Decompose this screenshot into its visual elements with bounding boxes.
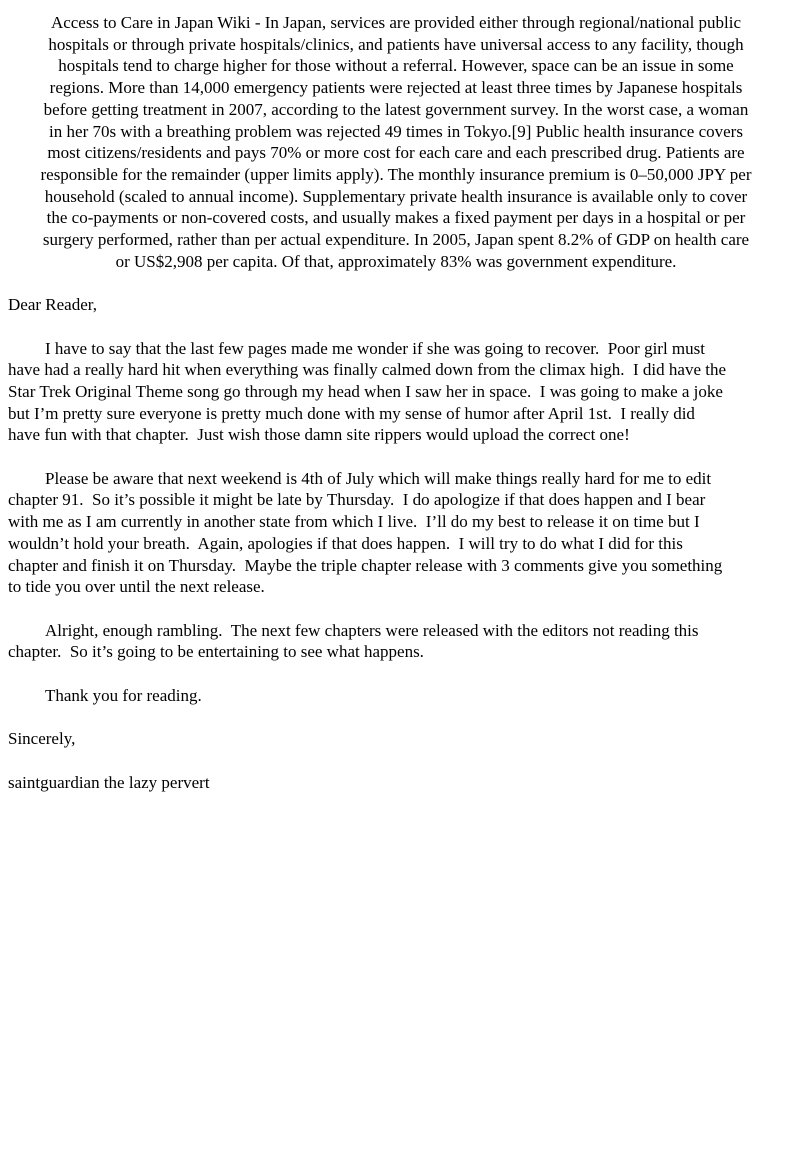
text-line: regions. More than 14,000 emergency patients were rejected at least three times by Japanese hospitals bbox=[49, 78, 743, 98]
text-line: with me as I am currently in another state from which I live. I’ll do my best to release it on time but I bbox=[8, 512, 700, 532]
letter-paragraph-2 bbox=[8, 468, 784, 598]
text-line: responsible for the remainder (upper limits apply). The monthly insurance premium is 0–50,000 JPY per bbox=[40, 164, 752, 184]
closing: Sincerely, bbox=[8, 729, 76, 749]
intro-paragraph bbox=[8, 12, 784, 272]
text-line: wouldn’t hold your breath. Again, apologies if that does happen. I will try to do what I did for this bbox=[8, 533, 683, 553]
text-line: Alright, enough rambling. The next few chapters were released with the editors not reading this bbox=[45, 620, 699, 640]
text-line: I have to say that the last few pages made me wonder if she was going to recover. Poor girl must bbox=[45, 338, 705, 358]
text-line: household (scaled to annual income). Supplementary private health insurance is available only to cover bbox=[44, 186, 748, 206]
text-line: hospitals tend to charge higher for those without a referral. However, space can be an issue in some bbox=[58, 56, 734, 76]
text-line: Star Trek Original Theme song go through my head when I saw her in space. I was going to make a joke bbox=[8, 381, 723, 401]
closing-block bbox=[8, 728, 784, 750]
text-line: chapter 91. So it’s possible it might be late by Thursday. I do apologize if that does happen and I bear bbox=[8, 490, 706, 510]
text-line: Access to Care in Japan Wiki - In Japan, services are provided either through regional/national public bbox=[50, 13, 742, 32]
salutation-block bbox=[8, 294, 784, 316]
text-line: before getting treatment in 2007, according to the latest government survey. In the worst case, a woman bbox=[43, 99, 749, 119]
text-line: have had a really hard hit when everything was finally calmed down from the climax high. I did have the bbox=[8, 360, 727, 380]
text-line: but I’m pretty sure everyone is pretty much done with my sense of humor after April 1st. I really did bbox=[8, 403, 695, 423]
letter-paragraph-1 bbox=[8, 338, 784, 447]
text-line: Thank you for reading. bbox=[45, 685, 202, 705]
text-line: surgery performed, rather than per actual expenditure. In 2005, Japan spent 8.2% of GDP on health care bbox=[42, 230, 750, 250]
letter-paragraph-3 bbox=[8, 620, 784, 663]
text-line: have fun with that chapter. Just wish those damn site rippers would upload the correct one! bbox=[8, 425, 630, 445]
text-line: to tide you over until the next release. bbox=[8, 577, 265, 597]
signature: saintguardian the lazy pervert bbox=[8, 772, 210, 792]
text-line: the co-payments or non-covered costs, and usually makes a fixed payment per days in a hospital or per bbox=[46, 208, 746, 228]
text-line: chapter and finish it on Thursday. Maybe the triple chapter release with 3 comments give you something bbox=[8, 555, 723, 575]
text-line: most citizens/residents and pays 70% or more cost for each care and each prescribed drug. Patients are bbox=[47, 143, 745, 163]
text-line: Please be aware that next weekend is 4th of July which will make things really hard for me to edit bbox=[45, 468, 712, 488]
letter-paragraph-4 bbox=[8, 685, 784, 707]
salutation: Dear Reader, bbox=[8, 295, 97, 315]
signature-block bbox=[8, 772, 784, 794]
text-line: in her 70s with a breathing problem was rejected 49 times in Tokyo.[9] Public health insurance covers bbox=[49, 121, 743, 141]
text-line: or US$2,908 per capita. Of that, approximately 83% was government expenditure. bbox=[115, 251, 677, 271]
text-line: chapter. So it’s going to be entertaining to see what happens. bbox=[8, 642, 424, 662]
text-line: hospitals or through private hospitals/clinics, and patients have universal access to any facility, though bbox=[48, 34, 744, 54]
